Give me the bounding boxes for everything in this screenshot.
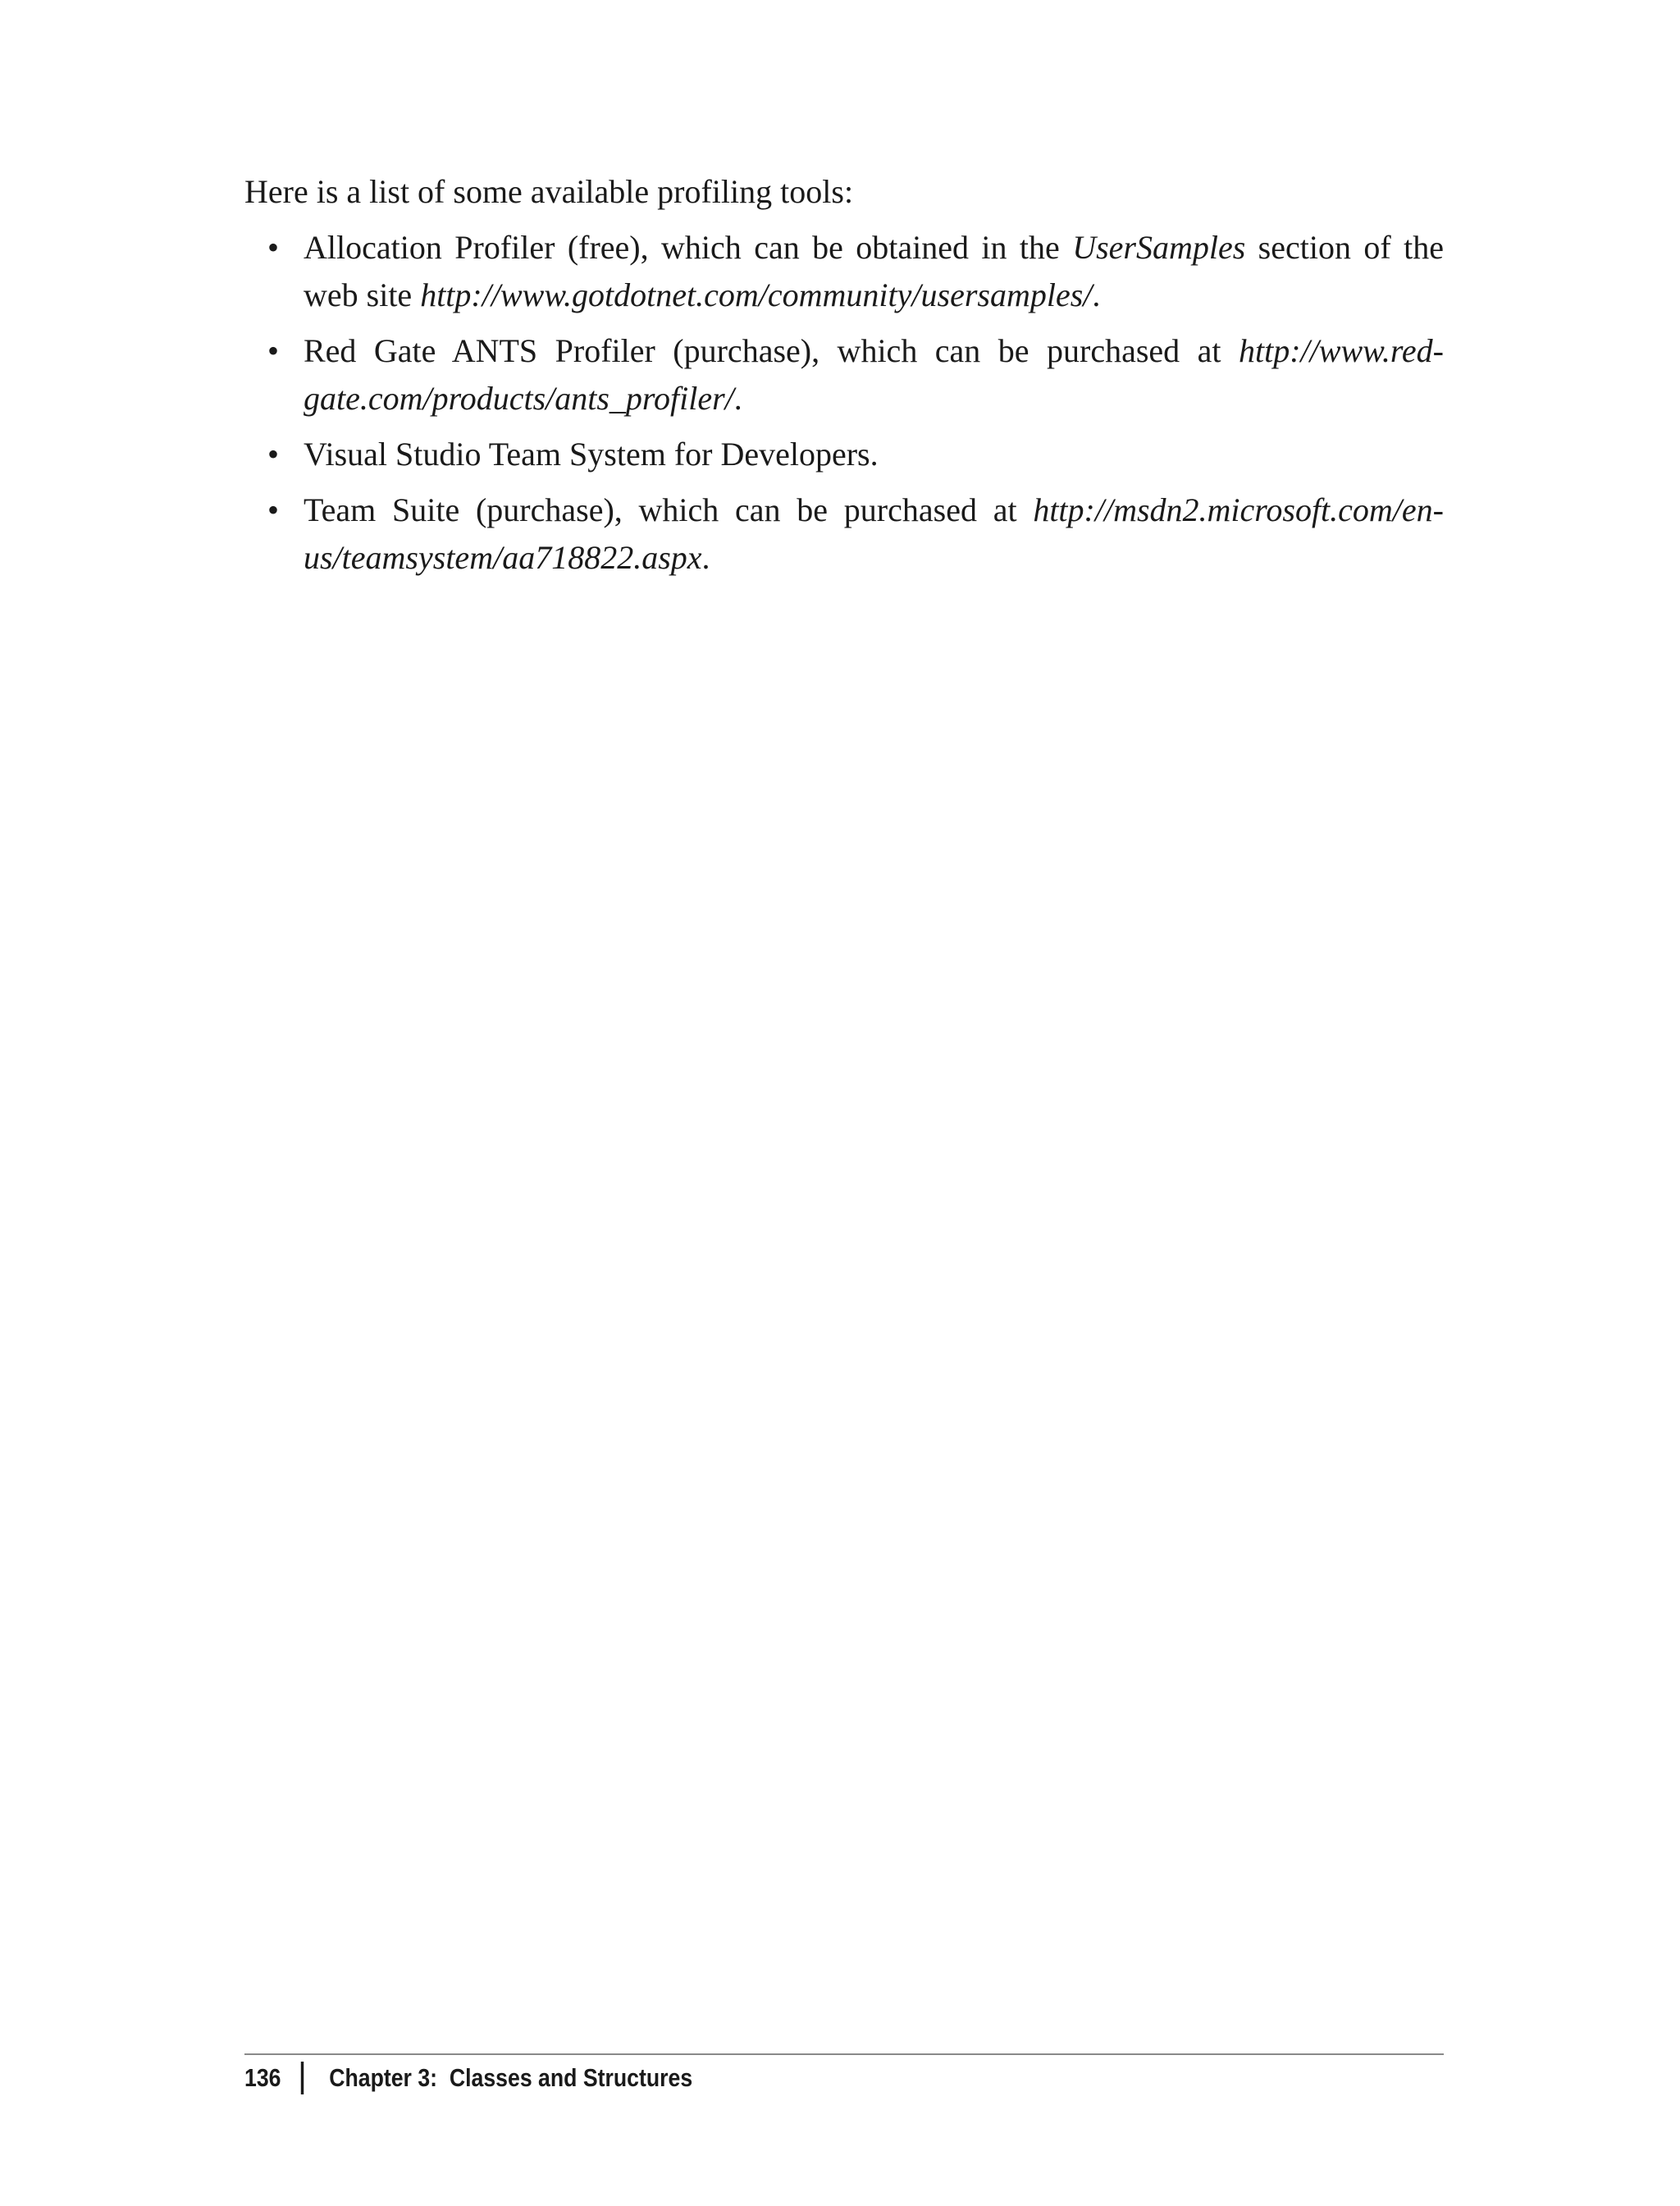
bullet-icon: • bbox=[267, 229, 280, 266]
item-text: . bbox=[733, 380, 742, 417]
item-url: http://www.gotdotnet.com/community/usersamples/ bbox=[420, 276, 1093, 313]
item-text: section of the web site bbox=[304, 229, 1444, 313]
footer-separator bbox=[301, 2062, 304, 2094]
intro-paragraph: Here is a list of some available profiling tools: bbox=[244, 173, 854, 210]
page-footer bbox=[244, 2058, 692, 2099]
item-text: Allocation Profiler (free), which can be obtained in the bbox=[304, 229, 1073, 266]
item-italic-term: UserSamples bbox=[1072, 229, 1246, 266]
item-url: http://msdn2.microsoft.com/en-us/teamsystem/aa718822.aspx bbox=[304, 491, 1444, 576]
footer-divider bbox=[244, 2053, 1444, 2055]
list-item bbox=[244, 224, 1444, 319]
item-text: Visual Studio Team System for Developers. bbox=[304, 436, 879, 473]
item-url: http://www.red-gate.com/products/ants_profiler/ bbox=[304, 332, 1444, 417]
profiling-tools-list bbox=[244, 224, 1444, 582]
list-item bbox=[244, 327, 1444, 422]
item-text: . bbox=[1092, 276, 1101, 313]
bullet-icon: • bbox=[267, 436, 280, 473]
item-text: . bbox=[701, 539, 710, 576]
list-item bbox=[244, 431, 1444, 478]
bullet-icon: • bbox=[267, 491, 280, 528]
page-body bbox=[244, 168, 1444, 590]
item-text: Red Gate ANTS Profiler (purchase), which can be purchased at bbox=[304, 332, 1239, 369]
chapter-title: Chapter 3: Classes and Structures bbox=[329, 2063, 693, 2092]
bullet-icon: • bbox=[267, 332, 280, 369]
page-number: 136 bbox=[244, 2063, 281, 2092]
item-text: Team Suite (purchase), which can be purchased at bbox=[304, 491, 1034, 528]
list-item bbox=[244, 486, 1444, 582]
